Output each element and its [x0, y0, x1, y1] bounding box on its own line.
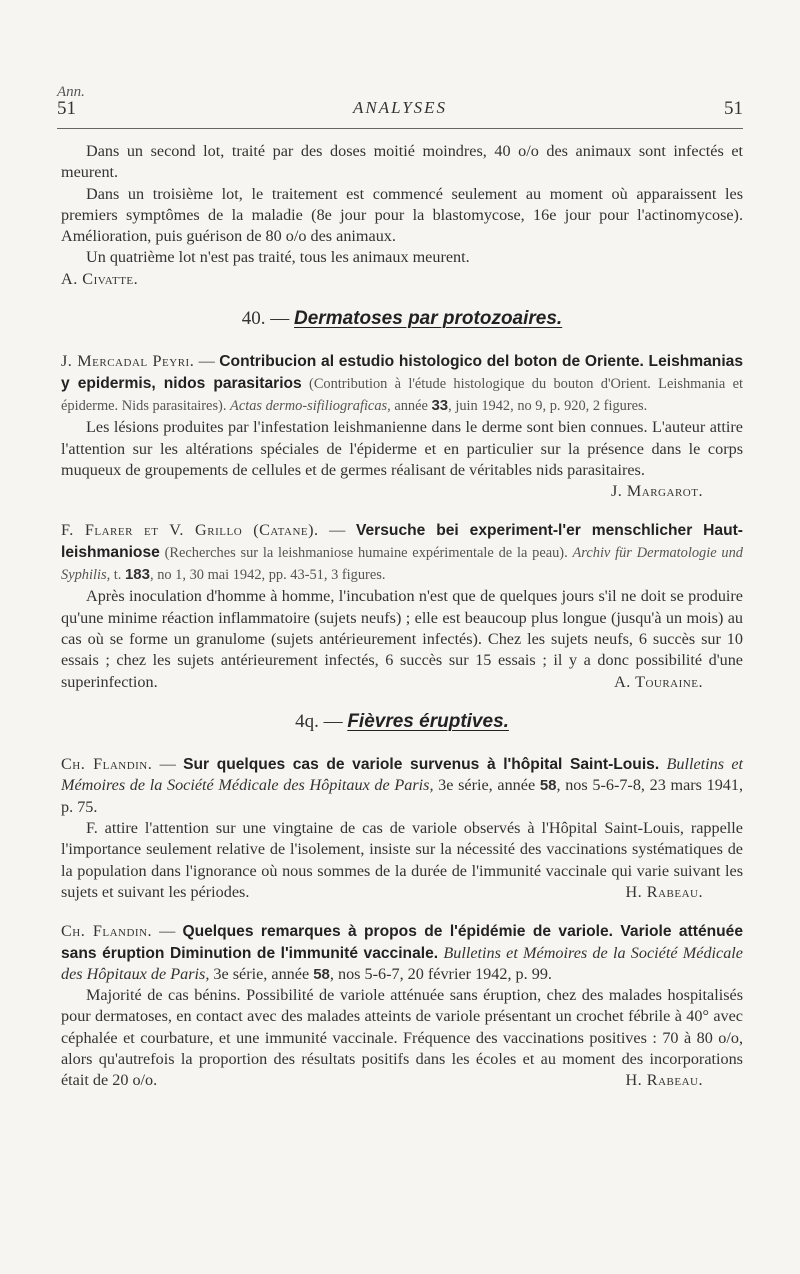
entry-signature: J. Margarot.: [610, 482, 703, 501]
entry-title: Versuche bei experiment-l'er menschlicher Haut-leishmaniose: [61, 522, 744, 561]
entry-ref-pre: année: [390, 397, 432, 414]
entry-body-text: Majorité de cas bénins. Possibilité de variole atténuée sans éruption, chez des malades hospitalisés pour dermatoses, en contact avec des malades atteints de variole présentant un crochet fébrile à 40° avec céphalée et courbature, et une immunité vaccinale. Fréquence des vaccinations positives : 70 à 80 o/o, alors qu'autrefois la proportion des résultats positifs dans les écoles et au moment des incorporations était de 20 o/o.: [61, 986, 743, 1090]
entry-citation: [61, 351, 743, 417]
entry-ref-post: , nos 5-6-7-8, 23 mars 1941, p. 75.: [61, 776, 744, 816]
page-content: [61, 141, 743, 1092]
entry-body: [61, 818, 743, 903]
entry-citation: [61, 754, 743, 818]
entry-volume: 58: [313, 965, 330, 983]
entry-ref-pre: t.: [110, 567, 125, 584]
entry-body: [61, 586, 743, 692]
entry-journal: Bulletins et Mémoires de la Société Médicale des Hôpitaux de Paris,: [61, 755, 744, 795]
intro-signature: A. Civatte.: [61, 269, 139, 288]
entry-dash: —: [152, 755, 184, 774]
abstract-entry: [61, 921, 743, 1091]
section-heading-4q: [61, 711, 743, 732]
entry-signature: A. Touraine.: [614, 672, 703, 691]
entry-ref-pre: 3e série, année: [433, 776, 540, 795]
entry-author: J. Mercadal Peyri.: [61, 352, 195, 371]
entry-signature: H. Rabeau.: [625, 1071, 703, 1090]
entry-ref-pre: 3e série, année: [209, 964, 314, 983]
section-title: Fièvres éruptives.: [347, 710, 509, 732]
entry-journal: Actas dermo-sifiliograficas,: [230, 397, 391, 414]
entry-journal: Archiv für Dermatologie und Syphilis,: [61, 544, 744, 584]
abstract-entry: [61, 520, 743, 692]
entry-body-text: Les lésions produites par l'infestation leishmanienne dans le derme sont bien connues. L'auteur attire l'attention sur les altérations spéciales de l'épiderme et en particulier sur la présence dans le corps muqueux de groupements de cellules et de germes réalisant de véritables nids parasitaires.: [61, 418, 743, 479]
section-number: 40. —: [241, 308, 290, 330]
entry-volume: 58: [539, 777, 557, 795]
entry-body: [61, 985, 743, 1091]
entry-ref-post: , juin 1942, no 9, p. 920, 2 figures.: [448, 397, 648, 414]
page-number-left: 51: [57, 98, 76, 119]
intro-paragraph-1: Dans un second lot, traité par des doses moitié moindres, 40 o/o des animaux sont infectés et meurent.: [61, 142, 743, 182]
entry-title: Quelques remarques à propos de l'épidémie de variole. Variole atténuée sans éruption Diminution de l'immunité vaccinale.: [61, 923, 744, 962]
entry-translation: (Contribution à l'étude histologique du bouton d'Orient. Leishmania et épiderme. Nids parasitaires).: [61, 375, 743, 414]
entry-dash: —: [318, 521, 356, 540]
intro-paragraph-2: Dans un troisième lot, le traitement est commencé seulement au moment où apparaissent les premiers symptômes de la maladie (8e jour pour la blastomycose, 16e jour pour l'actinomycose). Amélioration, puis guérison de 80 o/o des animaux.: [61, 184, 743, 246]
entry-author: Ch. Flandin.: [61, 755, 153, 774]
entry-volume: 183: [124, 566, 150, 584]
entry-dash: —: [194, 352, 220, 371]
entry-volume: 33: [431, 396, 449, 414]
entry-citation: [61, 520, 743, 586]
abstract-entry: [61, 754, 743, 903]
entry-author: Ch. Flandin.: [61, 922, 153, 941]
entry-dash: —: [152, 922, 183, 941]
entry-citation: [61, 921, 743, 985]
entry-title: Sur quelques cas de variole survenus à l'hôpital Saint-Louis.: [183, 756, 660, 774]
section-heading-40: [61, 308, 743, 329]
running-head: [57, 98, 743, 124]
entry-body-text: Après inoculation d'homme à homme, l'incubation n'est que de quelques jours s'il ne doit se produire qu'une minime réaction inflammatoire (sujets neufs) ; elle est beaucoup plus longue (jusqu'à un mois) au cas où se forme un granulome (sujets antérieurement infectés). Chez les sujets neufs, 6 succès sur 10 essais ; chez les sujets antérieurement infectés, 6 succès sur 15 essais ; il y a donc possibilité d'une superinfection.: [61, 587, 743, 691]
entry-author: F. Flarer et V. Grillo (Catane).: [61, 521, 319, 540]
running-title: ANALYSES: [352, 98, 448, 117]
abstract-entry: [61, 351, 743, 502]
entry-translation: (Recherches sur la leishmaniose humaine expérimentale de la peau).: [159, 544, 573, 561]
entry-ref-post: , nos 5-6-7, 20 février 1942, p. 99.: [329, 964, 552, 983]
entry-body-text: F. attire l'attention sur une vingtaine de cas de variole observés à l'Hôpital Saint-Louis, rappelle l'importance seulement relative de l'isolement, insiste sur la nécessité des vaccinations systématiques de la population dans l'ignorance où nous sommes de la durée de l'immunité vaccinale qui varie suivant les sujets et suivant les périodes.: [61, 819, 743, 901]
entry-ref-post: , no 1, 30 mai 1942, pp. 43-51, 3 figures.: [150, 567, 386, 584]
header-rule: [57, 128, 743, 129]
page-number-right: 51: [724, 98, 743, 119]
entry-signature: H. Rabeau.: [625, 882, 703, 901]
entry-journal: Bulletins et Mémoires de la Société Médicale des Hôpitaux de Paris,: [61, 943, 743, 983]
entry-title: Contribucion al estudio histologico del boton de Oriente. Leishmanias y epidermis, nidos parasitarios: [61, 353, 744, 392]
entry-body: [61, 417, 743, 501]
section-title: Dermatoses par protozoaires.: [294, 308, 563, 330]
section-number: 4q. —: [295, 710, 343, 732]
intro-paragraph-3: Un quatrième lot n'est pas traité, tous les animaux meurent.: [86, 248, 470, 267]
margin-note: Ann.: [57, 84, 85, 100]
